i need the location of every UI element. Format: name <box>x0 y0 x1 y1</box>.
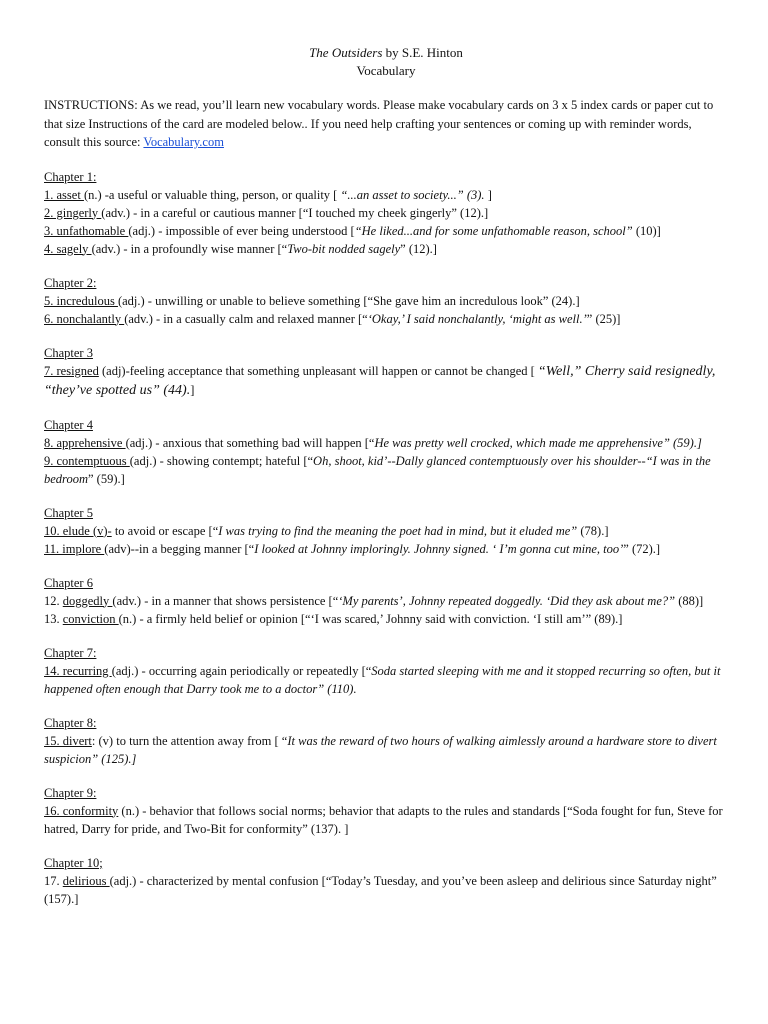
vocab-citation: ” (72).] <box>623 541 661 556</box>
vocab-citation: ” (25)] <box>586 311 621 326</box>
vocab-word: 16. conformity <box>44 803 119 818</box>
vocab-entry <box>44 540 728 558</box>
chapter-list <box>44 168 728 908</box>
chapter-section <box>44 168 728 258</box>
vocab-word: 14. recurring <box>44 663 112 678</box>
vocab-entry <box>44 186 728 204</box>
chapter-section <box>44 344 728 400</box>
vocab-quote: ‘My parents’, Johnny repeated doggedly. ‘Did they ask about me?” <box>338 593 676 608</box>
vocab-citation: ” (12).] <box>400 241 437 256</box>
vocab-citation: ” (59).] <box>87 471 125 486</box>
vocab-entry <box>44 222 728 240</box>
vocab-definition: (n.) -a useful or valuable thing, person, or quality [ <box>83 187 341 202</box>
vocab-entry <box>44 872 728 908</box>
chapter-heading: Chapter 7: <box>44 645 97 660</box>
vocab-word: 4. sagely <box>44 241 92 256</box>
vocab-definition: (adv.) - in a careful or cautious manner [“I touched my cheek gingerly” (12).] <box>101 205 489 220</box>
chapter-section <box>44 416 728 488</box>
vocab-word: 17. delirious <box>44 873 110 888</box>
vocab-definition: (adj.) - showing contempt; hateful [“ <box>129 453 314 468</box>
vocab-word: 8. apprehensive <box>44 435 126 450</box>
vocab-entry <box>44 732 728 768</box>
vocab-definition: (adj.) - anxious that something bad will happen [“ <box>125 435 375 450</box>
instructions <box>44 96 728 152</box>
vocab-entry <box>44 522 728 540</box>
vocab-word: 7. resigned <box>44 363 99 378</box>
vocab-quote: Soda started sleeping with me and it stopped recurring so often, but it happened often enough that Darry took me to a doctor” (110). <box>44 663 721 696</box>
vocab-quote: “...an asset to society...” (3). <box>340 187 485 202</box>
vocab-quote: “He liked...and for some unfathomable reason, school” <box>354 223 633 238</box>
chapter-section <box>44 504 728 558</box>
vocab-quote: Oh, shoot, kid’--Dally glanced contemptuously over his shoulder--“I was in the bedroom <box>44 453 711 486</box>
vocab-citation: (78).] <box>577 523 609 538</box>
chapter-heading: Chapter 9: <box>44 785 97 800</box>
vocab-word: 13. conviction <box>44 611 119 626</box>
chapter-heading: Chapter 6 <box>44 575 93 590</box>
document-subtitle: Vocabulary <box>356 63 416 78</box>
chapter-heading: Chapter 2: <box>44 275 97 290</box>
vocab-entry <box>44 662 728 698</box>
vocab-definition: (adj.) - occurring again periodically or repeatedly [“ <box>111 663 372 678</box>
vocab-definition: (adv.) - in a profoundly wise manner [“ <box>91 241 288 256</box>
vocab-citation: ] <box>190 382 195 397</box>
vocab-definition: (n.) - behavior that follows social norms; behavior that adapts to the rules and standards [“Soda fought for fun, Steve for hatred, Darry for pride, and Two-Bit for conformity” (137). ] <box>44 803 723 836</box>
vocab-entry <box>44 204 728 222</box>
vocab-word: 10. elude (v)- <box>44 523 112 538</box>
vocab-quote: He was pretty well crocked, which made me apprehensive” (59).] <box>374 435 702 450</box>
vocab-definition: to avoid or escape [“ <box>111 523 219 538</box>
vocab-word: 5. incredulous <box>44 293 118 308</box>
chapter-section <box>44 644 728 698</box>
vocab-quote: Two-bit nodded sagely <box>287 241 401 256</box>
vocab-citation: (10)] <box>632 223 661 238</box>
vocab-definition: (adj.) - unwilling or unable to believe something [“She gave him an incredulous look” (24).] <box>117 293 580 308</box>
vocab-quote: It was the reward of two hours of walking aimlessly around a hardware store to divert suspicion” (125).] <box>44 733 717 766</box>
chapter-heading: Chapter 8: <box>44 715 97 730</box>
vocab-quote: I was trying to find the meaning the poet had in mind, but it eluded me” <box>218 523 578 538</box>
vocab-definition: (adj.) - characterized by mental confusion [“Today’s Tuesday, and you’ve been asleep and delirious since Saturday night” (157).] <box>44 873 717 906</box>
chapter-section <box>44 714 728 768</box>
author: by S.E. Hinton <box>382 45 463 60</box>
vocab-definition: (adv)--in a begging manner [“ <box>104 541 255 556</box>
chapter-heading: Chapter 1: <box>44 169 97 184</box>
document-page <box>44 44 728 924</box>
vocab-quote: I looked at Johnny imploringly. Johnny signed. ‘ I’m gonna cut mine, too’ <box>254 541 624 556</box>
vocab-entry <box>44 362 728 400</box>
vocab-citation: (88)] <box>675 593 704 608</box>
vocab-definition: (adv.) - in a casually calm and relaxed manner [“ <box>124 311 368 326</box>
chapter-heading: Chapter 5 <box>44 505 93 520</box>
vocab-quote: ‘Okay,’ I said nonchalantly, ‘might as well.’ <box>367 311 587 326</box>
vocab-definition: (adv.) - in a manner that shows persistence [“ <box>112 593 339 608</box>
vocab-entry <box>44 802 728 838</box>
vocab-word: 2. gingerly <box>44 205 102 220</box>
vocab-word: 12. doggedly <box>44 593 113 608</box>
vocab-word: 1. asset <box>44 187 84 202</box>
chapter-section <box>44 784 728 838</box>
vocab-entry <box>44 240 728 258</box>
chapter-section <box>44 854 728 908</box>
vocab-entry <box>44 610 728 628</box>
vocab-entry <box>44 292 728 310</box>
vocabulary-link[interactable]: Vocabulary.com <box>143 135 224 149</box>
vocab-citation: ] <box>484 187 492 202</box>
book-title: The Outsiders <box>309 45 383 60</box>
vocab-definition: : (v) to turn the attention away from [ “ <box>91 733 288 748</box>
vocab-entry <box>44 452 728 488</box>
vocab-quote: “Well,” Cherry said resignedly, “they’ve spotted us” (44). <box>44 363 716 398</box>
document-title <box>44 44 728 62</box>
chapter-section <box>44 274 728 328</box>
vocab-word: 9. contemptuous <box>44 453 130 468</box>
chapter-section <box>44 574 728 628</box>
chapter-heading: Chapter 10; <box>44 855 103 870</box>
instructions-text: INSTRUCTIONS: As we read, you’ll learn new vocabulary words. Please make vocabulary cards on 3 x 5 index cards or paper cut to that size Instructions of the card are modeled below.. If you need help crafting your sentences or coming up with reminder words, consult this source: <box>44 98 714 149</box>
vocab-word: 3. unfathomable <box>44 223 129 238</box>
vocab-definition: (n.) - a firmly held belief or opinion [“‘I was scared,’ Johnny said with conviction. ‘I still am’” (89).] <box>118 611 623 626</box>
vocab-word: 6. nonchalantly <box>44 311 125 326</box>
vocab-word: 15. divert <box>44 733 92 748</box>
vocab-entry <box>44 310 728 328</box>
chapter-heading: Chapter 4 <box>44 417 93 432</box>
vocab-definition: (adj.) - impossible of ever being understood [ <box>128 223 355 238</box>
vocab-definition: (adj)-feeling acceptance that something unpleasant will happen or cannot be changed [ <box>98 363 538 378</box>
vocab-word: 11. implore <box>44 541 105 556</box>
chapter-heading: Chapter 3 <box>44 345 93 360</box>
vocab-entry <box>44 434 728 452</box>
vocab-entry <box>44 592 728 610</box>
